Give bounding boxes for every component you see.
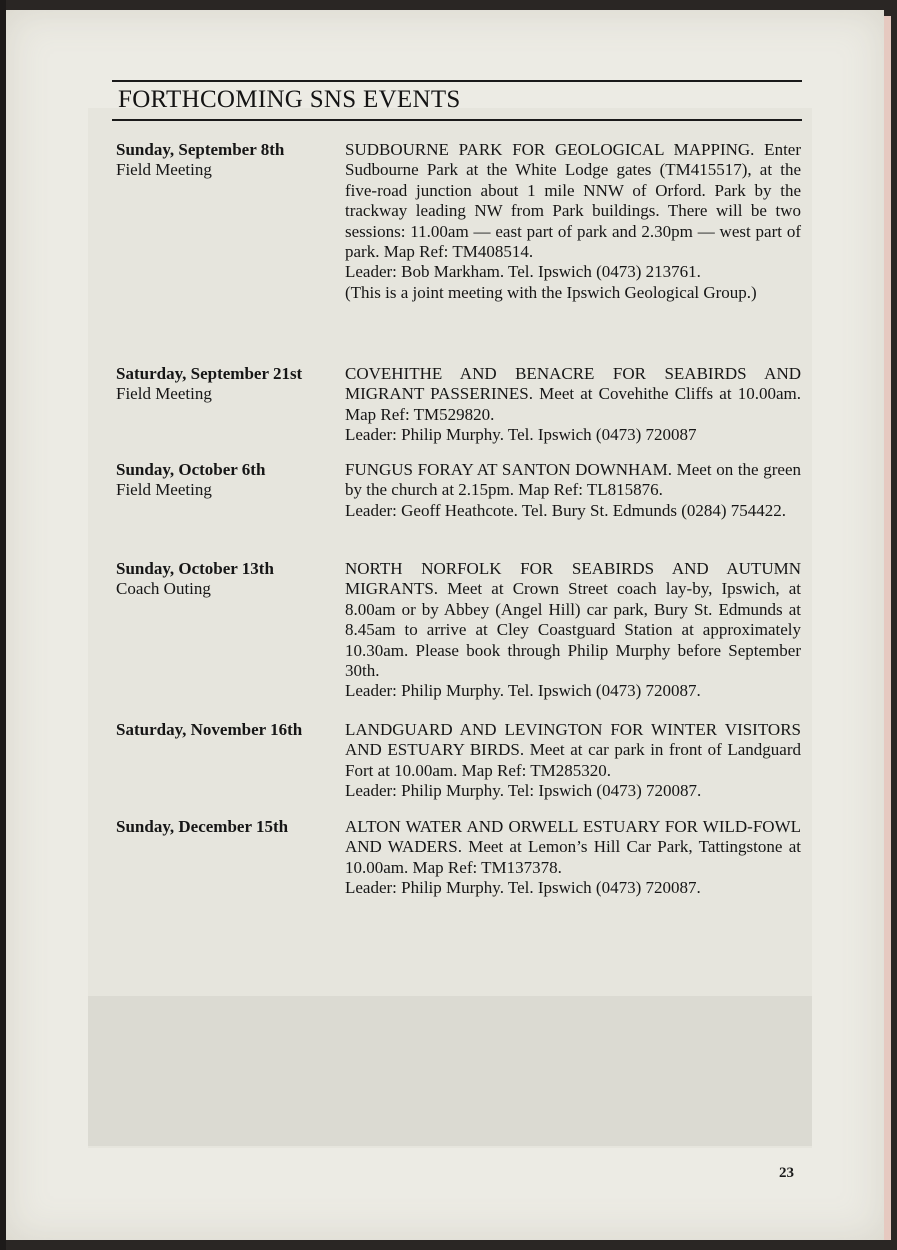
event-details: SUDBOURNE PARK FOR GEOLOGICAL MAPPING. Enter Sudbourne Park at the White Lodge gates (TM415517), at the five-road junction about 1 mile NNW of Orford. Park by the trackway leading NW from Park buildings. There will be two sessions: 11.00am — east part of park and 2.30pm — west part of park. Map Ref: TM408514. xyxy=(345,140,801,262)
event-type: Field Meeting xyxy=(116,480,212,499)
event-date-block xyxy=(116,460,346,500)
event-date-block xyxy=(116,559,346,599)
event-day: Sunday, December 15th xyxy=(116,817,289,836)
event-details: NORTH NORFOLK FOR SEABIRDS AND AUTUMN MIGRANTS. Meet at Crown Street coach lay-by, Ipswich, at 8.00am or by Abbey (Angel Hill) car park, Bury St. Edmunds at 8.45am to arrive at Cley Coastguard Station at approximately 10.30am. Please book through Philip Murphy before September 30th. xyxy=(345,559,801,681)
heading-rule-bottom xyxy=(112,119,802,121)
event-leader: Leader: Philip Murphy. Tel. Ipswich (0473) 720087 xyxy=(345,425,697,445)
event-note: (This is a joint meeting with the Ipswich Geological Group.) xyxy=(345,282,757,302)
event-description xyxy=(345,817,801,899)
event-description xyxy=(345,140,801,303)
event-date-block xyxy=(116,817,346,837)
page-number: 23 xyxy=(779,1165,794,1181)
event-details: ALTON WATER AND ORWELL ESTUARY FOR WILD-FOWL AND WADERS. Meet at Lemon’s Hill Car Park, Tattingstone at 10.00am. Map Ref: TM137378. xyxy=(345,817,801,877)
event-type: Coach Outing xyxy=(116,579,211,598)
event-leader: Leader: Philip Murphy. Tel. Ipswich (0473) 720087. xyxy=(345,878,701,898)
event-description xyxy=(345,720,801,802)
event-date-block xyxy=(116,140,346,180)
event-day: Saturday, November 16th xyxy=(116,720,303,739)
event-day: Sunday, October 13th xyxy=(116,559,274,578)
event-description xyxy=(345,364,801,446)
event-description xyxy=(345,460,801,521)
event-details: FUNGUS FORAY AT SANTON DOWNHAM. Meet on the green by the church at 2.15pm. Map Ref: TL815876. xyxy=(345,460,801,500)
event-day: Saturday, September 21st xyxy=(116,364,303,383)
event-day: Sunday, September 8th xyxy=(116,140,285,159)
event-date-block xyxy=(116,720,346,740)
event-type: Field Meeting xyxy=(116,384,212,403)
show-through-band xyxy=(88,996,812,1146)
event-leader: Leader: Philip Murphy. Tel: Ipswich (0473) 720087. xyxy=(345,781,702,801)
page-edge xyxy=(884,16,891,1240)
event-date-block xyxy=(116,364,346,404)
event-type: Field Meeting xyxy=(116,160,212,179)
heading-rule-top xyxy=(112,80,802,82)
event-leader: Leader: Geoff Heathcote. Tel. Bury St. Edmunds (0284) 754422. xyxy=(345,500,787,520)
page-heading: FORTHCOMING SNS EVENTS xyxy=(118,86,461,113)
event-details: COVEHITHE AND BENACRE FOR SEABIRDS AND MIGRANT PASSERINES. Meet at Covehithe Cliffs at 10.00am. Map Ref: TM529820. xyxy=(345,364,801,424)
event-day: Sunday, October 6th xyxy=(116,460,266,479)
event-details: LANDGUARD AND LEVINGTON FOR WINTER VISITORS AND ESTUARY BIRDS. Meet at car park in front of Landguard Fort at 10.00am. Map Ref: TM285320. xyxy=(345,720,801,780)
event-description xyxy=(345,559,801,702)
event-leader: Leader: Philip Murphy. Tel. Ipswich (0473) 720087. xyxy=(345,681,701,701)
event-leader: Leader: Bob Markham. Tel. Ipswich (0473) 213761. xyxy=(345,262,701,282)
